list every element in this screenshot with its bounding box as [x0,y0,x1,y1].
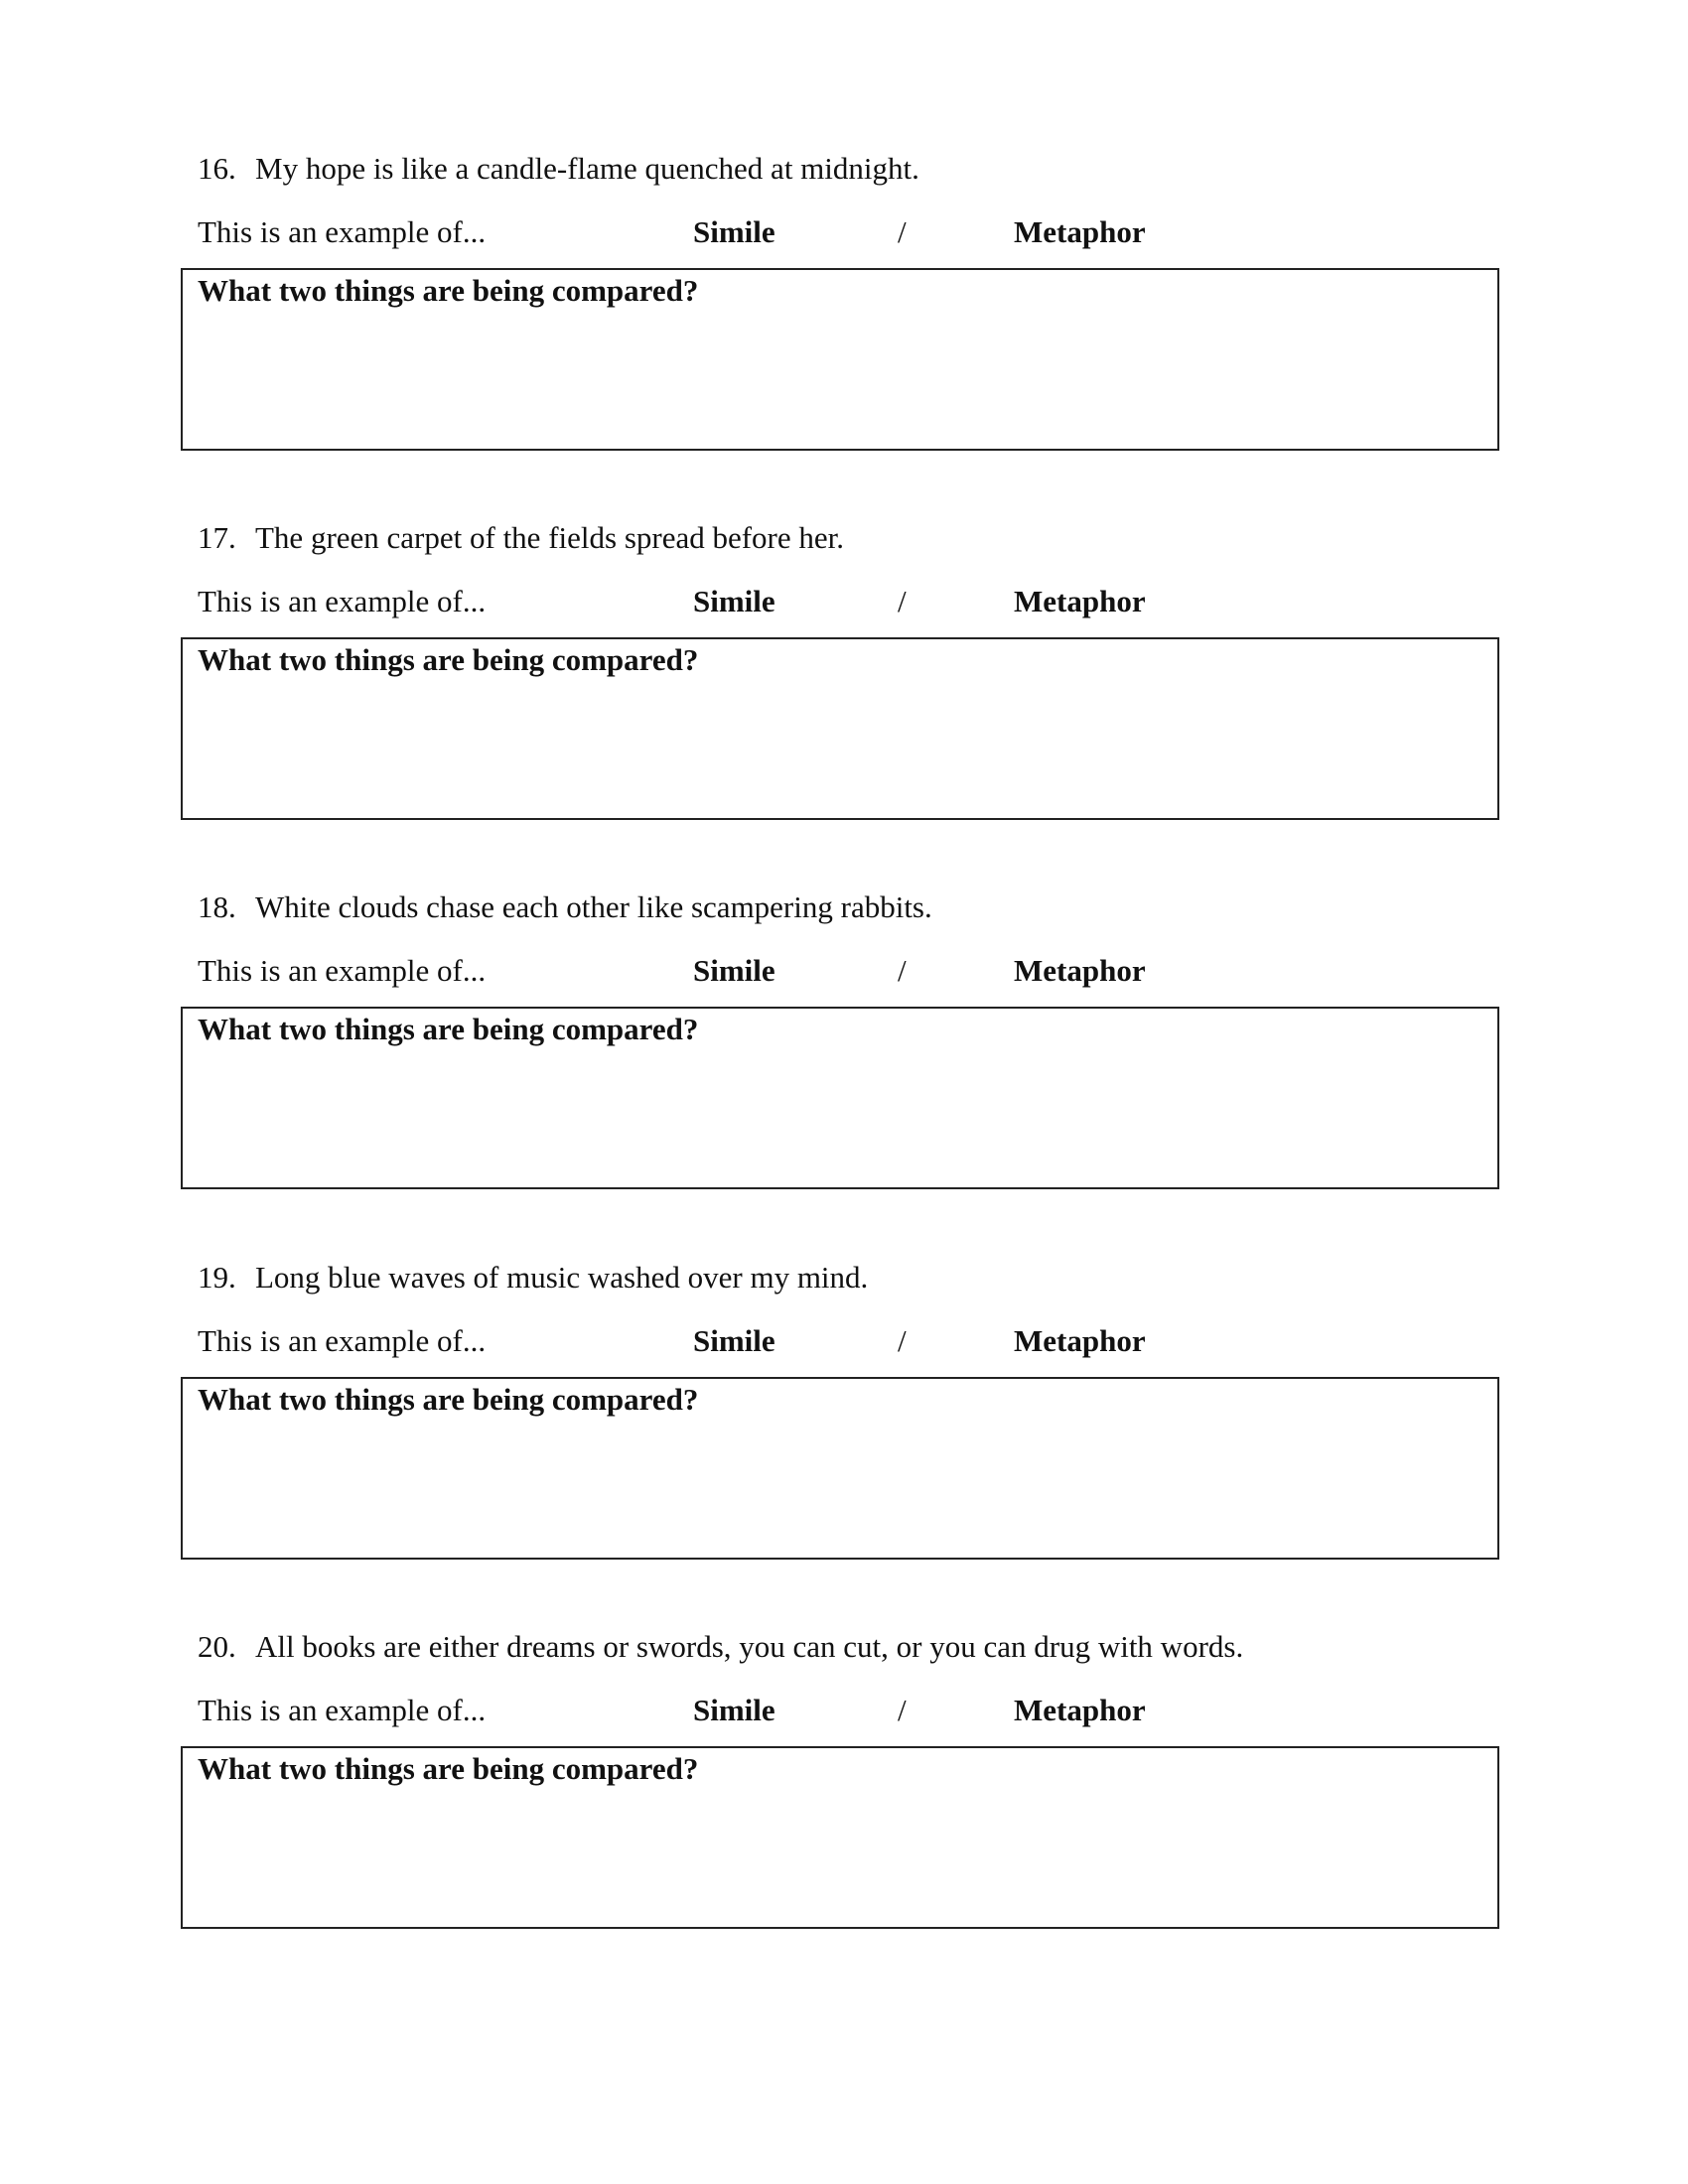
question-sentence [198,886,932,929]
metaphor-option[interactable]: Metaphor [1014,584,1146,618]
option-separator: / [898,584,907,618]
question-20 [0,1625,1688,1953]
metaphor-option[interactable]: Metaphor [1014,953,1146,988]
question-number: 16. [198,151,236,186]
question-text: The green carpet of the fields spread before her. [255,520,845,555]
question-number: 17. [198,520,236,555]
option-separator: / [898,953,907,988]
choice-row [0,949,1688,993]
choice-row [0,1689,1688,1732]
answer-box-label: What two things are being compared? [198,1751,699,1786]
example-prompt: This is an example of... [198,953,487,988]
answer-box-label: What two things are being compared? [198,273,699,308]
simile-option[interactable]: Simile [693,214,775,249]
metaphor-option[interactable]: Metaphor [1014,214,1146,249]
choice-row [0,1319,1688,1363]
answer-box[interactable] [181,1746,1499,1929]
option-separator: / [898,1323,907,1358]
metaphor-option[interactable]: Metaphor [1014,1323,1146,1358]
question-sentence [198,1625,1243,1669]
simile-option[interactable]: Simile [693,1693,775,1727]
example-prompt: This is an example of... [198,1323,487,1358]
answer-box-label: What two things are being compared? [198,1382,699,1417]
question-number: 19. [198,1260,236,1295]
question-sentence [198,147,919,191]
question-number: 20. [198,1629,236,1664]
question-text: My hope is like a candle-flame quenched at midnight. [255,151,919,186]
question-19 [0,1256,1688,1583]
question-17 [0,516,1688,844]
answer-box[interactable] [181,637,1499,820]
question-text: Long blue waves of music washed over my mind. [255,1260,869,1295]
option-separator: / [898,1693,907,1727]
answer-box-label: What two things are being compared? [198,642,699,677]
question-text: White clouds chase each other like scampering rabbits. [255,889,932,924]
question-number: 18. [198,889,236,924]
example-prompt: This is an example of... [198,1693,487,1727]
question-18 [0,886,1688,1213]
answer-box[interactable] [181,1377,1499,1560]
simile-option[interactable]: Simile [693,953,775,988]
choice-row [0,210,1688,254]
simile-option[interactable]: Simile [693,1323,775,1358]
simile-option[interactable]: Simile [693,584,775,618]
metaphor-option[interactable]: Metaphor [1014,1693,1146,1727]
answer-box[interactable] [181,268,1499,451]
question-16 [0,147,1688,475]
question-sentence [198,1256,868,1299]
question-sentence [198,516,844,560]
answer-box[interactable] [181,1007,1499,1189]
example-prompt: This is an example of... [198,584,487,618]
answer-box-label: What two things are being compared? [198,1012,699,1046]
option-separator: / [898,214,907,249]
example-prompt: This is an example of... [198,214,487,249]
choice-row [0,580,1688,623]
question-text: All books are either dreams or swords, you can cut, or you can drug with words. [255,1629,1244,1664]
